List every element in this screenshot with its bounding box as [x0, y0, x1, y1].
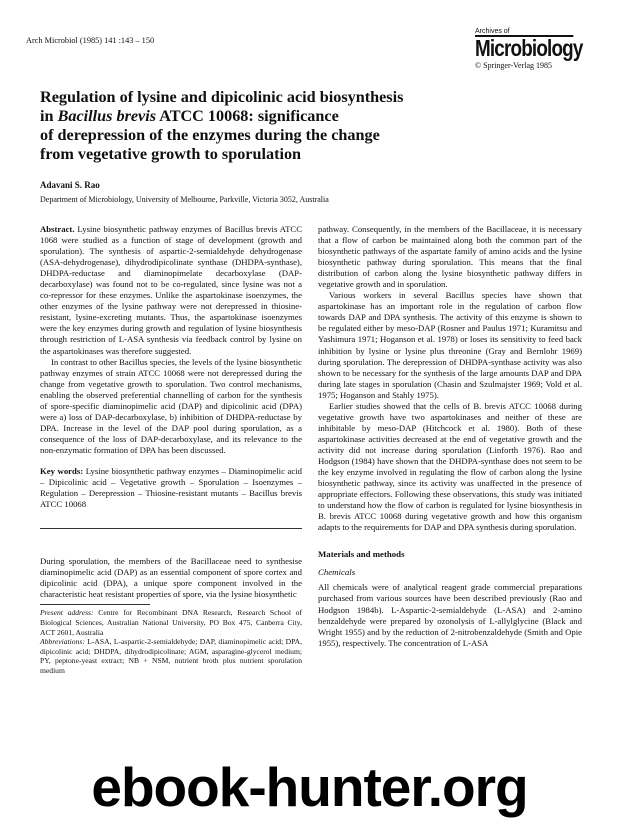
footnote-present-address: Present address: Centre for Recombinant DNA Research, Research School of Biological Sciences, Australian National University, PO Box 475, Canberra City, ACT 2601, Australia [40, 608, 303, 637]
author: Adavani S. Rao [40, 180, 100, 190]
section-heading: Materials and methods [318, 549, 405, 560]
footnote-divider [40, 604, 150, 605]
affiliation: Department of Microbiology, University of Melbourne, Parkville, Victoria 3052, Australia [40, 195, 329, 204]
copyright: © Springer-Verlag 1985 [475, 61, 553, 70]
body-paragraph: All chemicals were of analytical reagent grade commercial preparations purchased from various sources have been described previously (Rao and Hodgson 1984b). L-Aspartic-2-semialdehyde (L-ASA) and 2-amino benzaldehyde were prepared by ozonolysis of L-allylglycine (Black and Wright 1955) and by the reduction of 2-nitrobenzaldehyde (Smith and Opie 1955), respectively. The concentration of L-ASA [318, 582, 582, 648]
logo-archives-of: Archives of [475, 28, 510, 35]
subsection-heading: Chemicals [318, 567, 356, 578]
title-line: in Bacillus brevis ATCC 10068: significance [40, 107, 339, 125]
intro-paragraph: During sporulation, the members of the Bacillaceae need to synthesise diaminopimelic acid (DAP) as an essential component of spore cortex and dipicolinic acid (DPA), a unique spore component involved in the characteristic heat resistant properties of spore, via the lysine biosynthetic [40, 556, 302, 600]
abstract-paragraph: Abstract. Lysine biosynthetic pathway enzymes of Bacillus brevis ATCC 1068 were studied as a function of stage of development (growth and sporulation). The synthesis of aspartic-2-semialdehyde dehydrogenase (ASA-dehydrogenase), dihydrodipicolinate synthase (DHDPA-synthase), DHDPA-reductase and diaminopimelate decarboxylase (DAP-decarboxylase) was found not to be co-regulated, since lysine was not a co-repressor for these enzymes. Unlike the aspartokinase isoenzymes, the other enzymes of the lysine pathway were not derepressed in thiosine-resistant, lysine-excreting mutants. Thus, the aspartokinase isoenzymes were the key enzymes during growth and regulation of lysine biosynthesis through restriction of L-ASA synthesis via feedback control by lysine on the aspartokinases was therefore suggested. [40, 224, 302, 356]
title-line: of derepression of the enzymes during the change [40, 126, 380, 144]
watermark: ebook-hunter.org [91, 756, 528, 818]
body-paragraph: Various workers in several Bacillus species have shown that aspartokinase has an important role in the regulation of carbon flow towards DAP and DPA synthesis. The activity of this enzyme is shown to be regulated either by meso-DAP (Rosner and Paulus 1971; Kuramitsu and Yashimura 1971; Hoganson et al. 1978) or loses its sensitivity to feed back inhibition by lysine or lysine plus threonine (Gray and Bernlohr 1969) during sporulation. The derepression of DHDPA-synthase activity was also shown to be necessary for the synthesis of the large amounts DAP and DPA during late stages in sporulation (Chasin and Szulmajster 1969; Vold et al. 1975; Hoganson and Stahly 1975). [318, 290, 582, 400]
right-column [318, 224, 582, 649]
paper-title [40, 88, 520, 164]
body-paragraph: Earlier studies showed that the cells of B. brevis ATCC 10068 during vegetative growth have two aspartokinases and neither of these are inhibitable by meso-DAP (Hitchcock et al. 1980). Both of these aspartokinase activities decreased at the end of vegetative growth and the activity did not increase during sporulation (Linforth 1976). Rao and Hodgson (1984) have shown that the DHDPA-synthase does not seem to be the key enzyme involved in regulating the flow of carbon along the lysine biosynthetic pathway, since its activity was unaffected in the presence of appropriate effectors. Following these observations, this study was initiated to understand how the flow of carbon is regulated for lysine biosynthesis in B. brevis ATCC 10068 during vegetative growth and how this organism adapts to the requirements for DAP and DPA synthesis during sporulation. [318, 400, 582, 533]
abstract-paragraph-2: In contrast to other Bacillus species, the levels of the lysine biosynthetic pathway enzymes of strain ATCC 10068 were not derepressed during the change from vegetative growth to sporulation. Two control mechanisms, enabling the observed preferential channelling of carbon for the synthesis of spore-specific diaminopimelic acid (DAP) and dipicolinic acid (DPA) were a) loss of DAP-decarboxylase, b) inhibition of DHDPA-reductase by DPA. Increase in the level of the DAP pool during sporulation, as a consequence of the loss of DAP-decarboxylase, and its relevance to the non-enzymatic formation of DPA has been discussed. [40, 356, 302, 455]
title-line: from vegetative growth to sporulation [40, 145, 302, 163]
body-paragraph: pathway. Consequently, in the members of the Bacillaceae, it is necessary that a flow of carbon be maintained along both the common part of the biosynthetic pathways of the aspartate family of amino acids and the lysine biosynthetic pathway during sporulation. This means that the final distribution of carbon along the lysine biosynthetic pathway differs in vegetative growth and in sporulation. [318, 224, 582, 290]
journal-logo [475, 28, 595, 70]
divider [40, 528, 302, 529]
logo-microbiology: Microbiology [475, 35, 583, 61]
left-column [40, 224, 302, 676]
title-line: Regulation of lysine and dipicolinic acid biosynthesis [40, 88, 404, 106]
journal-reference: Arch Microbiol (1985) 141 :143 – 150 [26, 36, 155, 45]
footnote-abbreviations: Abbreviations: L-ASA, L-aspartic-2-semialdehyde; DAP, diaminopimelic acid; DPA, dipicolinic acid; DHDPA, dihydrodipicolinate; AGM, asparagine-glycerol medium; PY, peptone-yeast extract; NB + NSM, nutrient broth plus nutrient sporulation medium [40, 637, 302, 675]
keywords: Key words: Lysine biosynthetic pathway enzymes – Diaminopimelic acid – Dipicolinic acid – Vegetative growth – Sporulation – Isoenzymes – Regulation – Derepression – Thiosine-resistant mutants – Bacillus brevis ATCC 10068 [40, 465, 302, 510]
